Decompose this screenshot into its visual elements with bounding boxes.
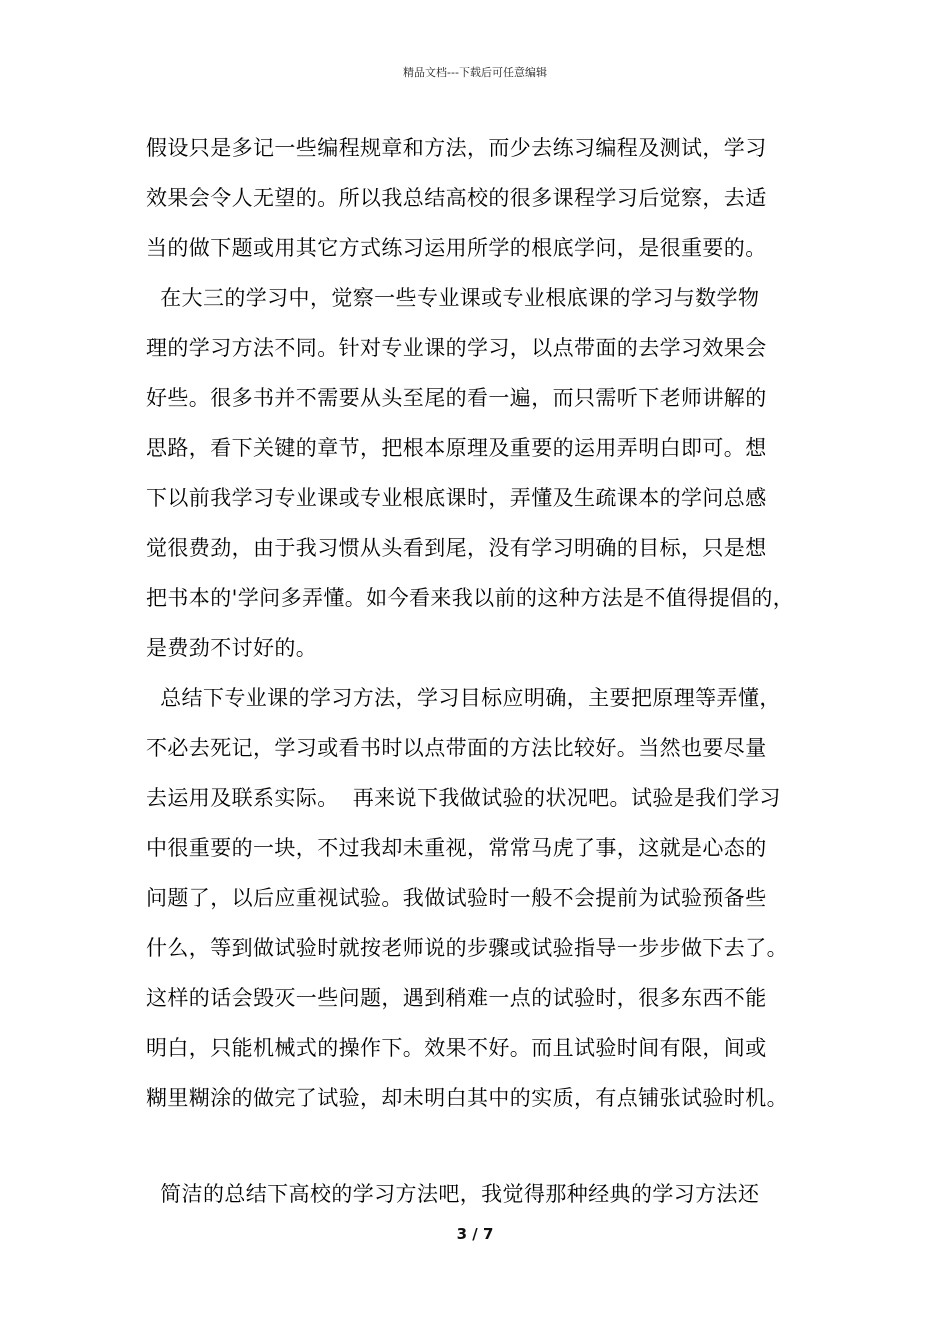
text-line: 什么，等到做试验时就按老师说的步骤或试验指导一步步做下去了。 [146,936,788,960]
text-line: 假设只是多记一些编程规章和方法，而少去练习编程及测试，学习 [146,136,767,160]
text-line: 明白，只能机械式的操作下。效果不好。而且试验时间有限，间或 [146,1036,767,1060]
text-line: 思路，看下关键的章节，把根本原理及重要的运用弄明白即可。想 [146,436,767,460]
text-line: 效果会令人无望的。所以我总结高校的很多课程学习后觉察，去适 [146,186,767,210]
text-line: 当的做下题或用其它方式练习运用所学的根底学问，是很重要的。 [146,236,767,260]
text-line: 是费劲不讨好的。 [146,636,318,660]
text-line: 去运用及联系实际。 再来说下我做试验的状况吧。试验是我们学习 [146,786,781,810]
text-line: 问题了，以后应重视试验。我做试验时一般不会提前为试验预备些 [146,886,767,910]
text-line: 不必去死记，学习或看书时以点带面的方法比较好。当然也要尽量 [146,736,767,760]
text-line: 在大三的学习中，觉察一些专业课或专业根底课的学习与数学物 [146,286,760,310]
text-line: 这样的话会毁灭一些问题，遇到稍难一点的试验时，很多东西不能 [146,986,767,1010]
text-line: 总结下专业课的学习方法，学习目标应明确，主要把原理等弄懂， [146,686,781,710]
paragraph-gap [146,1128,826,1174]
text-line: 下以前我学习专业课或专业根底课时，弄懂及生疏课本的学问总感 [146,486,767,510]
page-number: 3 / 7 [456,1225,494,1243]
page-header: 精品文档---下载后可任意编辑 [403,66,547,79]
text-line: 简洁的总结下高校的学习方法吧，我觉得那种经典的学习方法还 [146,1182,760,1206]
document-body [146,128,826,1224]
text-line: 中很重要的一块，不过我却未重视，常常马虎了事，这就是心态的 [146,836,767,860]
text-line: 理的学习方法不同。针对专业课的学习，以点带面的去学习效果会 [146,336,767,360]
text-line: 糊里糊涂的做完了试验，却未明白其中的实质，有点铺张试验时机。 [146,1086,788,1110]
text-line: 好些。很多书并不需要从头至尾的看一遍，而只需听下老师讲解的 [146,386,767,410]
text-line: 把书本的'学问多弄懂。如今看来我以前的这种方法是不值得提倡的， [146,586,795,610]
text-line: 觉很费劲，由于我习惯从头看到尾，没有学习明确的目标，只是想 [146,536,767,560]
